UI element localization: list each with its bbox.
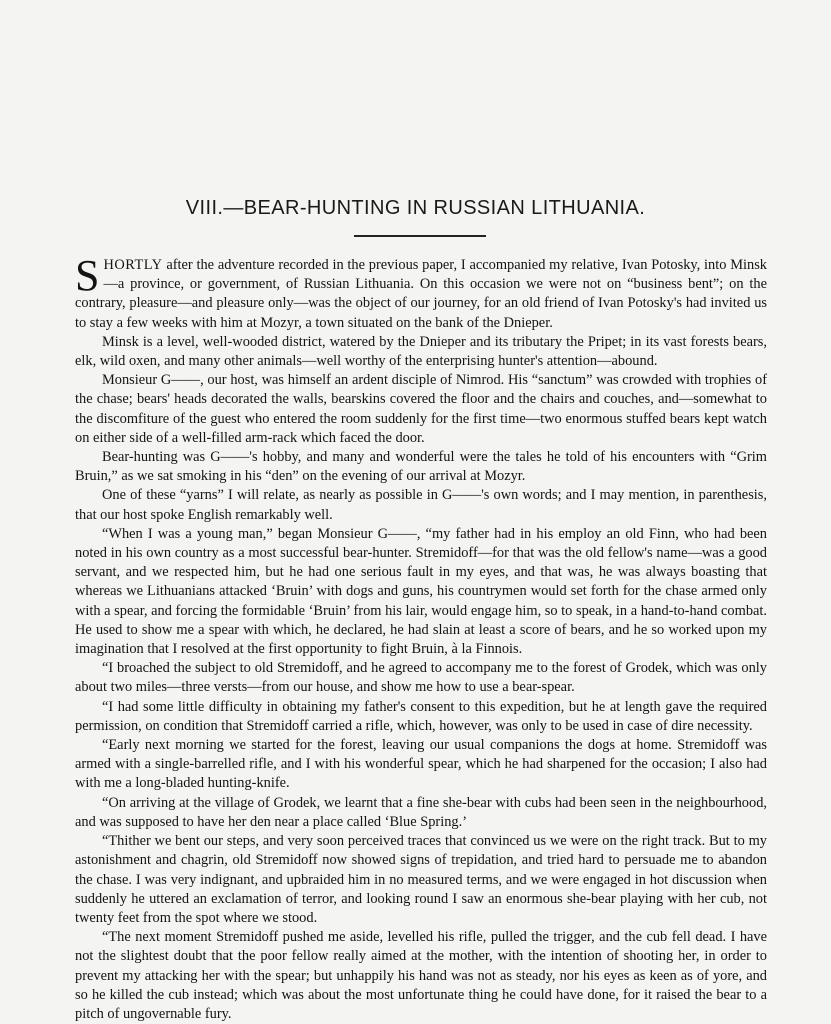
chapter-title: VIII.—BEAR-HUNTING IN RUSSIAN LITHUANIA. — [185, 197, 646, 219]
paragraph-8: “I had some little difficulty in obtaining my father's consent to this expedition, but he at length gave the required permission, on condition that Stremidoff carried a rifle, which, however, was only to be used in case of dire necessity. — [75, 698, 767, 734]
chapter-body — [75, 251, 767, 1024]
paragraph-1 — [75, 251, 767, 333]
paragraph-3: Monsieur G——, our host, was himself an ardent disciple of Nimrod. His “sanctum” was crowded with trophies of the chase; bears' heads decorated the walls, bearskins covered the floor and the chairs and couches, and—somewhat to the discomfiture of the guest who entered the room suddenly for the first time—two enormous stuffed bears kept watch on either side of a well-filled arm-rack which faced the door. — [75, 372, 767, 446]
drop-cap: S — [75, 251, 100, 300]
paragraph-1-text: after the adventure recorded in the previous paper, I accompanied my relative, Ivan Potosky, into Minsk—a province, or government, of Russian Lithuania. On this occasion we were not on “business bent”; on the contrary, pleasure—and pleasure only—was the object of our journey, for an old friend of Ivan Potosky's had invited us to stay a few weeks with him at Mozyr, a town situated on the bank of the Dnieper. — [75, 257, 767, 331]
paragraph-6: “When I was a young man,” began Monsieur G——, “my father had in his employ an old Finn, who had been noted in his own country as a most successful bear-hunter. Stremidoff—for that was the old fellow's name—was a good servant, and we respected him, but he had one serious fault in my eyes, and that was, he was always boasting that whereas we Lithuanians attacked ‘Bruin’ with dogs and guns, his countrymen would set forth for the chase armed only with a spear, and forcing the formidable ‘Bruin’ from his lair, would engage him, so to speak, in a hand-to-hand combat. He used to show me a spear with which, he declared, he had slain at least a score of bears, and he so worked upon my imagination that I resolved at the first opportunity to fight Bruin, à la Finnois. — [75, 525, 767, 658]
paragraph-2: Minsk is a level, well-wooded district, watered by the Dnieper and its tributary the Pripet; in its vast forests bears, elk, wild oxen, and many other animals—well worthy of the enterprising hunter's attention—abound. — [75, 333, 767, 370]
first-word: HORTLY — [103, 257, 163, 273]
paragraph-4: Bear-hunting was G——'s hobby, and many and wonderful were the tales he told of his encounters with “Grim Bruin,” as we sat smoking in his “den” on the evening of our arrival at Mozyr. — [75, 449, 767, 485]
paragraph-10: “On arriving at the village of Grodek, we learnt that a fine she-bear with cubs had been seen in the neighbourhood, and was supposed to have her den near a place called ‘Blue Spring.’ — [75, 794, 767, 830]
paragraph-7: “I broached the subject to old Stremidoff, and he agreed to accompany me to the forest of Grodek, which was only about two miles—three versts—from our house, and show me how to use a bear-spear. — [75, 660, 767, 696]
paragraph-5: One of these “yarns” I will relate, as nearly as possible in G——'s own words; and I may mention, in parenthesis, that our host spoke English remarkably well. — [75, 487, 767, 523]
paragraph-11: “Thither we bent our steps, and very soon perceived traces that convinced us we were on the right track. But to my astonishment and chagrin, old Stremidoff now showed signs of trepidation, and tried hard to persuade me to abandon the chase. I was very indignant, and upbraided him in no measured terms, and we were engaged in hot discussion when suddenly he uttered an exclamation of terror, and looking round I saw an enormous she-bear playing with her cub, not twenty feet from the spot where we stood. — [75, 833, 767, 926]
title-rule — [354, 235, 486, 237]
paragraph-12: “The next moment Stremidoff pushed me aside, levelled his rifle, pulled the trigger, and the cub fell dead. I have not the slightest doubt that the poor fellow really aimed at the mother, with the intention of shooting her, in order to prevent my attacking her with the spear; but unhappily his hand was not as steady, nor his eyes as keen as of yore, and so he killed the cub instead; which was about the most unfortunate thing he could have done, for it raised the bear to a pitch of ungovernable fury. — [75, 929, 767, 1022]
paragraph-9: “Early next morning we started for the forest, leaving our usual companions the dogs at home. Stremidoff was armed with a single-barrelled rifle, and I with his wonderful spear, which he had sharpened for the occasion; I also had with me a long-bladed hunting-knife. — [75, 737, 767, 792]
